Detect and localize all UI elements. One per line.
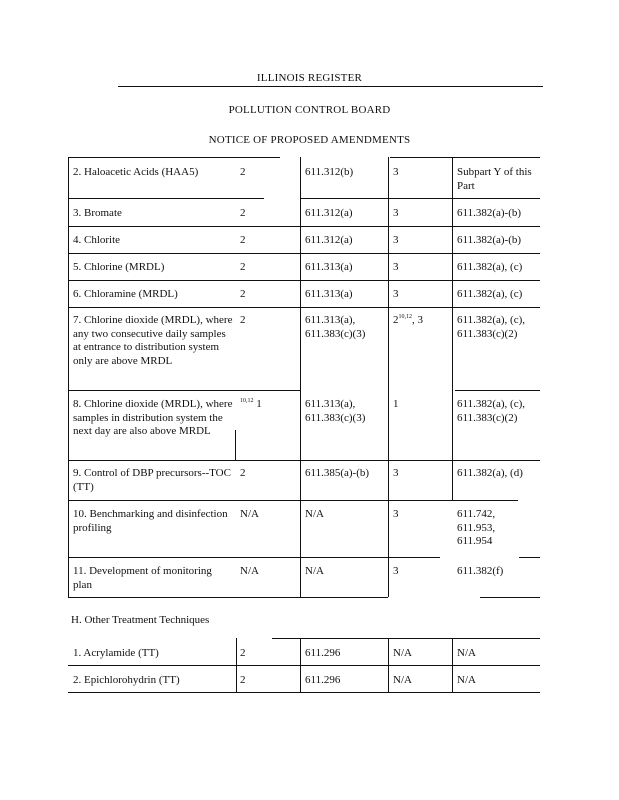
row-col2: 2: [240, 166, 246, 178]
row-col5: 611.382(f): [457, 565, 504, 577]
row-col4: 3: [393, 261, 399, 273]
row-name: 7. Chlorine dioxide (MRDL), where any two consecutive daily samples at entrance to distribution system only are above MRDL: [73, 314, 233, 367]
footnote-ref: 10,12: [398, 314, 412, 320]
row-col4: [393, 314, 423, 328]
row-col5: Subpart Y of this Part: [457, 166, 532, 192]
row-col4: 3: [393, 207, 399, 219]
row-col4: N/A: [393, 674, 412, 686]
row-col3: 611.385(a)-(b): [305, 467, 370, 479]
row-col2: 2: [240, 467, 246, 479]
row-col4: 3: [393, 565, 399, 577]
row-col2: 2: [240, 674, 246, 686]
row-name: 11. Development of monitoring plan: [73, 565, 212, 591]
row-col2: 2: [240, 647, 246, 659]
row-col3: 611.313(a): [305, 261, 353, 273]
row-name: 9. Control of DBP precursors--TOC (TT): [73, 467, 231, 493]
row-name: 1. Acrylamide (TT): [73, 647, 159, 659]
row-col3: N/A: [305, 565, 324, 577]
row-col5: N/A: [457, 674, 476, 686]
row-col5: 611.382(a)-(b): [457, 234, 522, 246]
header-rule: [118, 86, 543, 87]
row-col3: 611.313(a): [305, 288, 353, 300]
row-col3: 611.313(a), 611.383(c)(3): [305, 314, 366, 340]
register-title: ILLINOIS REGISTER: [256, 72, 363, 84]
row-col3: N/A: [305, 508, 324, 520]
row-col2: 2: [240, 314, 246, 326]
row-col2: 2: [240, 207, 246, 219]
row-col5: 611.382(a), (c), 611.383(c)(2): [457, 314, 526, 340]
row-col3: 611.312(a): [305, 207, 353, 219]
row-col2: 2: [240, 261, 246, 273]
row-col4: 3: [393, 288, 399, 300]
row-col5: 611.382(a), (c): [457, 261, 523, 273]
row-col5: 611.382(a), (c), 611.383(c)(2): [457, 398, 526, 424]
row-name: 5. Chlorine (MRDL): [73, 261, 165, 273]
row-col4: 3: [393, 166, 399, 178]
row-name: 2. Haloacetic Acids (HAA5): [73, 166, 199, 178]
row-name: 4. Chlorite: [73, 234, 121, 246]
row-col3: 611.313(a), 611.383(c)(3): [305, 398, 366, 424]
row-col5: 611.382(a)-(b): [457, 207, 522, 219]
row-name: 3. Bromate: [73, 207, 122, 219]
board-title: POLLUTION CONTROL BOARD: [228, 104, 391, 116]
row-col4: 3: [393, 508, 399, 520]
row-col2: 2: [240, 234, 246, 246]
row-col2: [240, 398, 262, 412]
row-col4: 3: [393, 467, 399, 479]
row-name: 6. Chloramine (MRDL): [73, 288, 178, 300]
row-col2: N/A: [240, 565, 259, 577]
row-col5: 611.382(a), (c): [457, 288, 523, 300]
row-col3: 611.312(a): [305, 234, 353, 246]
row-col4: 3: [393, 234, 399, 246]
row-col2-value: 1: [253, 398, 262, 410]
row-col4: N/A: [393, 647, 412, 659]
row-name: 8. Chlorine dioxide (MRDL), where samples in distribution system the next day are also above MRDL: [73, 398, 233, 437]
notice-title: NOTICE OF PROPOSED AMENDMENTS: [208, 134, 411, 146]
row-col5: 611.382(a), (d): [457, 467, 523, 479]
row-col2: N/A: [240, 508, 259, 520]
row-name: 2. Epichlorohydrin (TT): [73, 674, 180, 686]
row-col5: N/A: [457, 647, 476, 659]
row-name: 10. Benchmarking and disinfection profiling: [73, 508, 228, 534]
row-col5: 611.742, 611.953, 611.954: [457, 508, 496, 547]
row-col4-tail: , 3: [412, 314, 423, 326]
footnote-ref: 10,12: [240, 398, 254, 404]
row-col3: 611.296: [305, 647, 341, 659]
row-col4-main: 2: [393, 314, 399, 326]
row-col2: 2: [240, 288, 246, 300]
row-col3: 611.312(b): [305, 166, 354, 178]
row-col3: 611.296: [305, 674, 341, 686]
section-heading: H. Other Treatment Techniques: [71, 614, 210, 626]
row-col4: 1: [393, 398, 399, 410]
